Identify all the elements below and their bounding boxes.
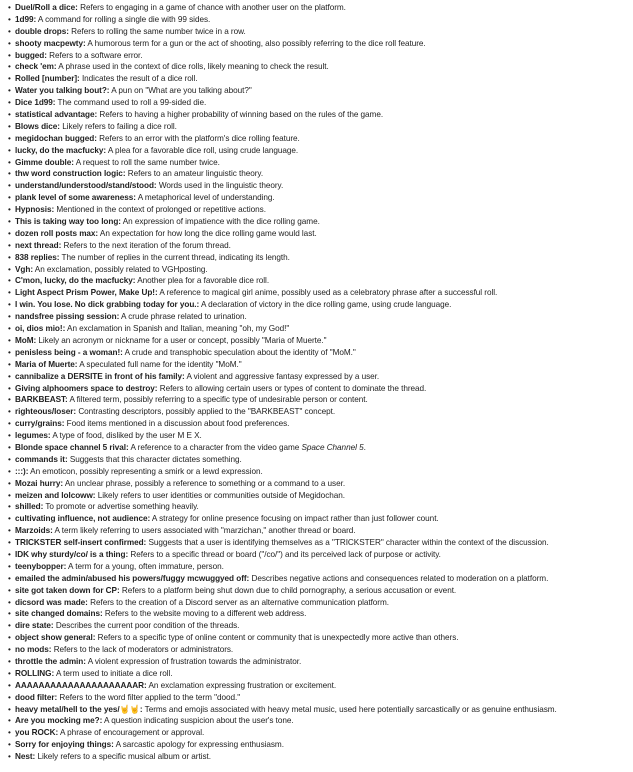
glossary-entry <box>8 38 633 50</box>
bullet-icon: • <box>8 62 11 72</box>
bullet-icon: • <box>8 407 11 417</box>
entry-definition: An exclamation in Spanish and Italian, meaning "oh, my God!" <box>67 324 290 334</box>
glossary-entry <box>8 299 633 311</box>
entry-definition: A term likely referring to users associated with "marzichan," another thread or board. <box>54 526 356 536</box>
bullet-icon: • <box>8 431 11 441</box>
entry-definition: Describes the current poor condition of the threads. <box>55 621 240 631</box>
entry-definition: A pun on "What are you talking about?" <box>111 86 252 96</box>
entry-term: BARKBEAST: <box>15 395 68 405</box>
glossary-entry <box>8 311 633 323</box>
bullet-icon: • <box>8 300 11 310</box>
entry-term: dozen roll posts max: <box>15 228 99 238</box>
entry-definition: A command for rolling a single die with 99 sides. <box>37 14 211 24</box>
entry-term: site got taken down for CP: <box>15 585 120 595</box>
entry-definition: Refers to the word filter applied to the term "dood." <box>59 692 241 702</box>
entry-term: Dice 1d99: <box>15 98 56 108</box>
entry-definition: A phrase of encouragement or approval. <box>60 728 205 738</box>
entry-definition-title: Space Channel 5 <box>301 442 364 452</box>
entry-term: Giving alphoomers space to destroy: <box>15 383 158 393</box>
glossary-entry <box>8 620 633 632</box>
glossary-entry <box>8 573 633 585</box>
entry-term: site changed domains: <box>15 609 103 619</box>
glossary-entry <box>8 597 633 609</box>
glossary-entry <box>8 192 633 204</box>
entry-definition: The command used to roll a 99-sided die. <box>57 98 207 108</box>
bullet-icon: • <box>8 240 11 250</box>
bullet-icon: • <box>8 526 11 536</box>
glossary-entry <box>8 335 633 347</box>
entry-definition: A declaration of victory in the dice rolling game, using crude language. <box>201 300 452 310</box>
bullet-icon: • <box>8 609 11 619</box>
entry-definition: A question indicating suspicion about the user's tone. <box>104 716 294 726</box>
glossary-entry <box>8 406 633 418</box>
bullet-icon: • <box>8 395 11 405</box>
bullet-icon: • <box>8 205 11 215</box>
glossary-entry <box>8 513 633 525</box>
entry-definition: Contrasting descriptors, possibly applied to the "BARKBEAST" concept. <box>78 407 336 417</box>
glossary-entry <box>8 347 633 359</box>
entry-term: shilled: <box>15 502 44 512</box>
bullet-icon: • <box>8 466 11 476</box>
glossary-entry <box>8 264 633 276</box>
bullet-icon: • <box>8 597 11 607</box>
bullet-icon: • <box>8 157 11 167</box>
entry-term: This is taking way too long: <box>15 217 121 227</box>
entry-term: teenybopper: <box>15 561 67 571</box>
glossary-entry <box>8 228 633 240</box>
bullet-icon: • <box>8 312 11 322</box>
entry-term: double drops: <box>15 26 69 36</box>
entry-term: dood filter: <box>15 692 58 702</box>
glossary-entry <box>8 537 633 549</box>
glossary-entry <box>8 394 633 406</box>
entry-term: no mods: <box>15 645 52 655</box>
bullet-icon: • <box>8 419 11 429</box>
glossary-entry <box>8 478 633 490</box>
glossary-entry <box>8 656 633 668</box>
entry-definition: Refers to engaging in a game of chance with another user on the platform. <box>80 3 346 12</box>
entry-definition: A crude phrase related to urination. <box>121 312 247 322</box>
bullet-icon: • <box>8 26 11 36</box>
entry-term: nandsfree pissing session: <box>15 312 120 322</box>
entry-definition: A metaphorical level of understanding. <box>137 193 275 203</box>
entry-definition: Refers to a platform being shut down due to child pornography, a serious accusation or event. <box>121 585 457 595</box>
entry-term: Are you mocking me?: <box>15 716 103 726</box>
entry-term: righteous/loser: <box>15 407 77 417</box>
bullet-icon: • <box>8 442 11 452</box>
glossary-entry <box>8 608 633 620</box>
glossary-entry <box>8 371 633 383</box>
glossary-entry <box>8 739 633 751</box>
bullet-icon: • <box>8 383 11 393</box>
glossary-entry <box>8 692 633 704</box>
entry-definition: An exclamation expressing frustration or excitement. <box>148 680 337 690</box>
entry-term: commands it: <box>15 454 68 464</box>
entry-definition: Describes negative actions and consequences related to moderation on a platform. <box>251 573 549 583</box>
entry-term: you ROCK: <box>15 728 59 738</box>
bullet-icon: • <box>8 133 11 143</box>
entry-definition: Refers to having a higher probability of winning based on the rules of the game. <box>99 110 384 120</box>
bullet-icon: • <box>8 181 11 191</box>
glossary-entry <box>8 216 633 228</box>
entry-definition: Refers to an amateur linguistic theory. <box>127 169 264 179</box>
entry-definition: Likely an acronym or nickname for a user or concept, possibly "Maria of Muerte." <box>38 335 327 345</box>
glossary-entry <box>8 525 633 537</box>
bullet-icon: • <box>8 716 11 726</box>
entry-definition: The number of replies in the current thread, indicating its length. <box>61 252 290 262</box>
bullet-icon: • <box>8 645 11 655</box>
glossary-entry <box>8 490 633 502</box>
entry-term: check 'em: <box>15 62 57 72</box>
entry-definition: A phrase used in the context of dice rolls, likely meaning to check the result. <box>58 62 329 72</box>
entry-definition: Likely refers to failing a dice roll. <box>62 121 177 131</box>
glossary-entry <box>8 2 633 14</box>
glossary-entry <box>8 14 633 26</box>
entry-definition: An expectation for how long the dice rolling game would last. <box>99 228 317 238</box>
bullet-icon: • <box>8 145 11 155</box>
bullet-icon: • <box>8 169 11 179</box>
glossary-entry <box>8 549 633 561</box>
entry-term: C'mon, lucky, do the macfucky: <box>15 276 136 286</box>
glossary-entry <box>8 632 633 644</box>
entry-term: emailed the admin/abused his powers/fuggy mcwuggyed off: <box>15 573 250 583</box>
entry-definition: Likely refers to user identities or communities outside of Megidochan. <box>97 490 345 500</box>
entry-definition: Mentioned in the context of prolonged or repetitive actions. <box>56 205 266 215</box>
glossary-entry <box>8 704 633 716</box>
entry-term: Vgh: <box>15 264 33 274</box>
entry-term: Duel/Roll a dice: <box>15 3 78 12</box>
glossary-entry <box>8 644 633 656</box>
bullet-icon: • <box>8 454 11 464</box>
entry-term: plank level of some awareness: <box>15 193 136 203</box>
glossary-entry <box>8 85 633 97</box>
entry-definition-end: . <box>363 442 366 452</box>
entry-definition: Refers to allowing certain users or types of content to dominate the thread. <box>159 383 427 393</box>
entry-definition: A crude and transphobic speculation about the identity of "MoM." <box>124 347 356 357</box>
bullet-icon: • <box>8 728 11 738</box>
entry-term: 1d99: <box>15 14 37 24</box>
bullet-icon: • <box>8 86 11 96</box>
glossary-entry <box>8 145 633 157</box>
entry-definition: Refers to a specific thread or board ("/co/") and its perceived lack of purpose or activity. <box>130 549 441 559</box>
glossary-entry <box>8 715 633 727</box>
bullet-icon: • <box>8 121 11 131</box>
glossary-entry <box>8 668 633 680</box>
entry-term: legumes: <box>15 431 51 441</box>
entry-term: heavy metal/hell to the yes/🤘🤘: <box>15 704 143 714</box>
entry-term: Light Aspect Prism Power, Make Up!: <box>15 288 158 298</box>
glossary-entry <box>8 680 633 692</box>
entry-definition: A humorous term for a gun or the act of shooting, also possibly referring to the dice roll feature. <box>87 38 426 48</box>
bullet-icon: • <box>8 110 11 120</box>
bullet-icon: • <box>8 561 11 571</box>
bullet-icon: • <box>8 490 11 500</box>
bullet-icon: • <box>8 371 11 381</box>
bullet-icon: • <box>8 502 11 512</box>
entry-definition: A filtered term, possibly referring to a specific type of undesirable person or content. <box>69 395 368 405</box>
glossary-entry <box>8 109 633 121</box>
entry-definition: A sarcastic apology for expressing enthusiasm. <box>115 740 284 750</box>
bullet-icon: • <box>8 38 11 48</box>
entry-term: statistical advantage: <box>15 110 98 120</box>
glossary-entry <box>8 50 633 62</box>
entry-term: AAAAAAAAAAAAAAAAAAAAAR: <box>15 680 147 690</box>
glossary-entry <box>8 383 633 395</box>
bullet-icon: • <box>8 288 11 298</box>
glossary-entry <box>8 466 633 478</box>
bullet-icon: • <box>8 359 11 369</box>
entry-definition: A type of food, disliked by the user M E X. <box>52 431 202 441</box>
entry-term: Maria of Muerte: <box>15 359 78 369</box>
glossary-entry <box>8 323 633 335</box>
bullet-icon: • <box>8 74 11 84</box>
entry-definition: Likely refers to a specific musical album or artist. <box>37 752 211 762</box>
bullet-icon: • <box>8 621 11 631</box>
glossary-entry <box>8 418 633 430</box>
entry-term: ROLLING: <box>15 668 55 678</box>
entry-term: shooty macpewty: <box>15 38 86 48</box>
entry-definition: Food items mentioned in a discussion about food preferences. <box>66 419 290 429</box>
glossary-entry <box>8 204 633 216</box>
entry-term: megidochan bugged: <box>15 133 97 143</box>
bullet-icon: • <box>8 585 11 595</box>
entry-definition: Refers to rolling the same number twice in a row. <box>71 26 246 36</box>
entry-definition: Refers to the next iteration of the forum thread. <box>63 240 231 250</box>
entry-term: :::): <box>15 466 29 476</box>
entry-definition: A speculated full name for the identity "MoM." <box>79 359 242 369</box>
entry-term: oi, dios mio!: <box>15 324 66 334</box>
glossary-entry <box>8 168 633 180</box>
glossary-entry <box>8 287 633 299</box>
entry-definition: A reference to a character from the video game <box>130 442 302 452</box>
entry-definition: Terms and emojis associated with heavy metal music, used here potentially sarcastically or as genuine enthusiasm. <box>144 704 557 714</box>
entry-term: Blonde space channel 5 rival: <box>15 442 129 452</box>
entry-term: Blows dice: <box>15 121 60 131</box>
bullet-icon: • <box>8 740 11 750</box>
entry-term: understand/understood/stand/stood: <box>15 181 157 191</box>
glossary-entry <box>8 727 633 739</box>
glossary-entry <box>8 561 633 573</box>
glossary-entry <box>8 252 633 264</box>
entry-term: TRICKSTER self-insert confirmed: <box>15 538 147 548</box>
bullet-icon: • <box>8 549 11 559</box>
bullet-icon: • <box>8 668 11 678</box>
entry-term: cannibalize a DERSITE in front of his family: <box>15 371 185 381</box>
entry-term: MoM: <box>15 335 37 345</box>
glossary-entry <box>8 157 633 169</box>
glossary-entry <box>8 501 633 513</box>
entry-term: next thread: <box>15 240 62 250</box>
entry-term: Rolled [number]: <box>15 74 80 84</box>
entry-term: Hypnosis: <box>15 205 55 215</box>
bullet-icon: • <box>8 752 11 762</box>
glossary-entry <box>8 180 633 192</box>
bullet-icon: • <box>8 680 11 690</box>
glossary-entry <box>8 359 633 371</box>
entry-term: penisless being - a woman!: <box>15 347 123 357</box>
bullet-icon: • <box>8 3 11 12</box>
entry-term: object show general: <box>15 633 96 643</box>
entry-term: thw word construction logic: <box>15 169 126 179</box>
entry-term: Sorry for enjoying things: <box>15 740 114 750</box>
entry-term: dire state: <box>15 621 54 631</box>
glossary-entry <box>8 275 633 287</box>
bullet-icon: • <box>8 14 11 24</box>
entry-definition: An expression of impatience with the dice rolling game. <box>122 217 320 227</box>
entry-definition: Another plea for a favorable dice roll. <box>137 276 270 286</box>
bullet-icon: • <box>8 633 11 643</box>
entry-term: 838 replies: <box>15 252 60 262</box>
entry-term: Nest: <box>15 752 36 762</box>
entry-term: Gimme double: <box>15 157 74 167</box>
bullet-icon: • <box>8 252 11 262</box>
bullet-icon: • <box>8 50 11 60</box>
glossary-entry <box>8 133 633 145</box>
entry-definition: A violent and aggressive fantasy expressed by a user. <box>186 371 380 381</box>
bullet-icon: • <box>8 98 11 108</box>
glossary-entry <box>8 240 633 252</box>
bullet-icon: • <box>8 478 11 488</box>
entry-term: Water you talking bout?: <box>15 86 110 96</box>
entry-definition: Refers to a software error. <box>49 50 143 60</box>
bullet-icon: • <box>8 573 11 583</box>
entry-definition: A violent expression of frustration towards the administrator. <box>87 656 302 666</box>
bullet-icon: • <box>8 514 11 524</box>
bullet-icon: • <box>8 324 11 334</box>
bullet-icon: • <box>8 704 11 714</box>
entry-term: curry/grains: <box>15 419 65 429</box>
entry-definition: An emoticon, possibly representing a smirk or a lewd expression. <box>30 466 263 476</box>
entry-definition: Refers to the website moving to a different web address. <box>104 609 307 619</box>
entry-definition: Indicates the result of a dice roll. <box>81 74 198 84</box>
entry-definition: Refers to a specific type of online content or community that is unexpectedly more active than others. <box>97 633 459 643</box>
bullet-icon: • <box>8 264 11 274</box>
entry-definition: To promote or advertise something heavily. <box>45 502 199 512</box>
entry-definition: An exclamation, possibly related to VGHposting. <box>34 264 208 274</box>
glossary-entry <box>8 26 633 38</box>
bullet-icon: • <box>8 656 11 666</box>
glossary-entry <box>8 97 633 109</box>
glossary-entry <box>8 121 633 133</box>
glossary-entry <box>8 442 633 454</box>
bullet-icon: • <box>8 538 11 548</box>
bullet-icon: • <box>8 276 11 286</box>
entry-definition: Refers to an error with the platform's dice rolling feature. <box>99 133 300 143</box>
entry-definition: An unclear phrase, possibly a reference to something or a command to a user. <box>64 478 346 488</box>
entry-term: I win. You lose. No dick grabbing today for you.: <box>15 300 200 310</box>
glossary-entry <box>8 61 633 73</box>
entry-definition: A term used to initiate a dice roll. <box>55 668 173 678</box>
entry-term: cultivating influence, not audience: <box>15 514 151 524</box>
entry-definition: A request to roll the same number twice. <box>75 157 220 167</box>
entry-term: IDK why sturdy/co/ is a thing: <box>15 549 129 559</box>
entry-term: dicsord was made: <box>15 597 88 607</box>
bullet-icon: • <box>8 193 11 203</box>
glossary-entry <box>8 430 633 442</box>
entry-definition: Refers to the lack of moderators or administrators. <box>53 645 234 655</box>
bullet-icon: • <box>8 347 11 357</box>
glossary-entry <box>8 454 633 466</box>
entry-definition: A strategy for online presence focusing on impact rather than just follower count. <box>151 514 439 524</box>
glossary-entry <box>8 73 633 85</box>
entry-definition: A term for a young, often immature, person. <box>68 561 224 571</box>
entry-definition: Suggests that this character dictates something. <box>69 454 242 464</box>
bullet-icon: • <box>8 228 11 238</box>
glossary-entry <box>8 585 633 597</box>
entry-definition: Words used in the linguistic theory. <box>158 181 284 191</box>
entry-term: throttle the admin: <box>15 656 86 666</box>
bullet-icon: • <box>8 692 11 702</box>
entry-definition: Refers to the creation of a Discord server as an alternative communication platform. <box>90 597 389 607</box>
entry-definition: Suggests that a user is identifying themselves as a "TRICKSTER" character within the context of the discussion. <box>148 538 549 548</box>
entry-definition: A reference to magical girl anime, possibly used as a celebratory phrase after a successful roll. <box>159 288 498 298</box>
entry-definition: A plea for a favorable dice roll, using crude language. <box>107 145 299 155</box>
entry-term: meizen and lolcoww: <box>15 490 96 500</box>
entry-term: Marzoids: <box>15 526 53 536</box>
entry-term: bugged: <box>15 50 47 60</box>
entry-term: lucky, do the macfucky: <box>15 145 107 155</box>
entry-term: Mozai hurry: <box>15 478 64 488</box>
bullet-icon: • <box>8 217 11 227</box>
glossary-entry <box>8 751 633 763</box>
bullet-icon: • <box>8 335 11 345</box>
